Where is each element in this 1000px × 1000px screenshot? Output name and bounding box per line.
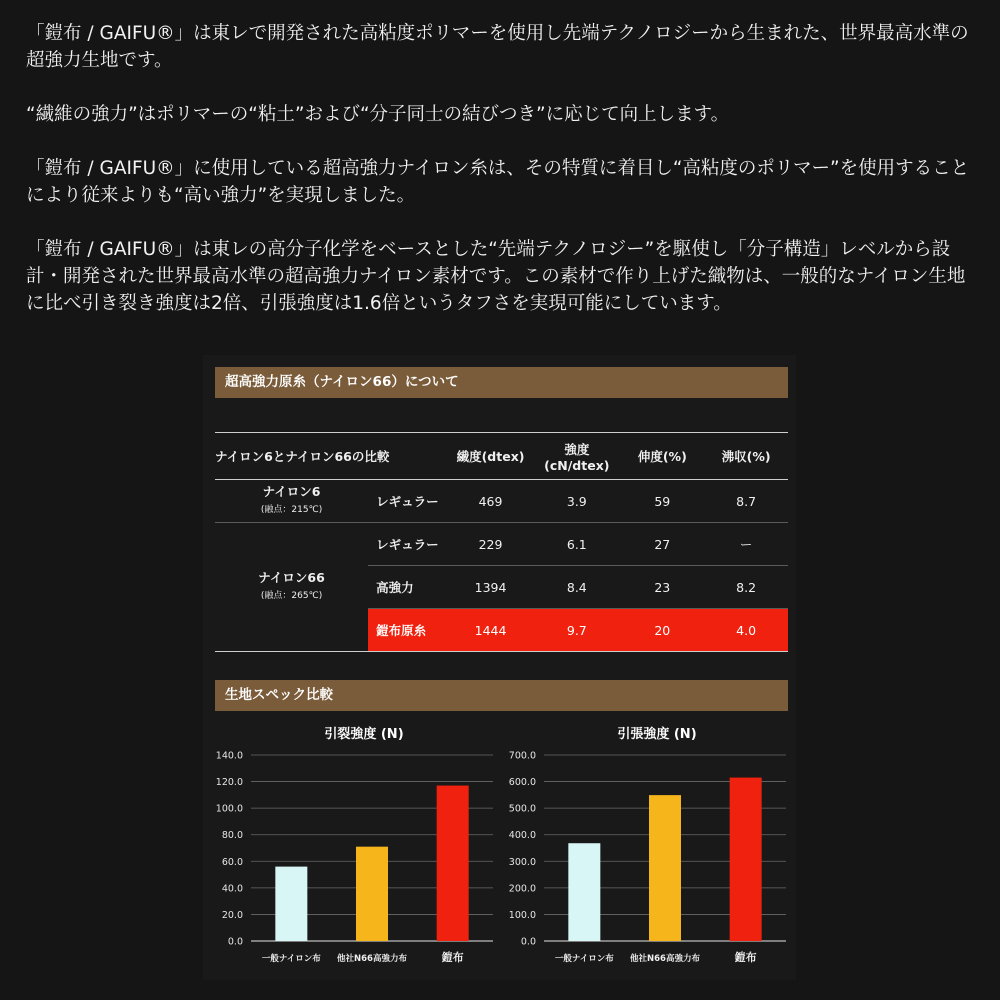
paragraph-3: 「鎧布 / GAIFU®」に使用している超高強力ナイロン糸は、その特質に着目し“高粘度のポリマー”を使用することにより従来よりも“高い強力”を実現しました。	[26, 158, 970, 206]
y-tick-label: 600.0	[508, 777, 536, 789]
paragraph-4: 「鎧布 / GAIFU®」は東レの高分子化学をベースとした“先端テクノロジー”を駆使し「分子構造」レベルから設計・開発された世界最高水準の超高強力ナイロン素材です。この素材で作り上げた織物は、一般的なナイロン生地に比べ引き裂き強度は2倍、引張強度は1.6倍というタフさを実現可能にしています。	[26, 239, 966, 314]
x-tick-label: 一般ナイロン布	[261, 954, 321, 964]
spec-figure	[203, 355, 796, 980]
table-header-elongation: 伸度(%)	[620, 433, 704, 480]
elongation-cell: 20	[620, 609, 704, 652]
y-tick-label: 700.0	[508, 750, 536, 762]
dtex-cell: 1394	[448, 566, 533, 609]
nylon6-name: ナイロン6	[262, 484, 321, 499]
nylon66-note: (融点：265℃)	[260, 591, 323, 601]
grade-cell: 鎧布原糸	[368, 609, 448, 652]
grade-cell: 高強力	[368, 566, 448, 609]
table-header-comparison: ナイロン6とナイロン66の比較	[215, 433, 448, 480]
elongation-cell: 59	[620, 480, 704, 523]
y-tick-label: 100.0	[508, 909, 536, 921]
y-tick-label: 60.0	[221, 856, 243, 868]
y-tick-label: 300.0	[508, 856, 536, 868]
paragraph-2: “繊維の強力”はポリマーの“粘土”および“分子同士の結びつき”に応じて向上します。	[26, 104, 730, 125]
bar-charts	[203, 715, 796, 977]
strength-cell: 8.4	[533, 566, 620, 609]
intro-text	[26, 20, 981, 344]
x-tick-label: 他社N66高強力布	[337, 954, 407, 964]
table-header-strength: 強度(cN/dtex)	[533, 433, 620, 480]
section-title-yarn: 超高強力原糸（ナイロン66）について	[215, 367, 788, 398]
paragraph-1: 「鎧布 / GAIFU®」は東レで開発された高粘度ポリマーを使用し先端テクノロジーから生まれた、世界最高水準の超強力生地です。	[26, 23, 969, 71]
table-header-dtex: 繊度(dtex)	[448, 433, 533, 480]
dtex-cell: 469	[448, 480, 533, 523]
nylon6-cell	[215, 480, 368, 523]
dtex-cell: 1444	[448, 609, 533, 652]
grade-cell: レギュラー	[368, 480, 448, 523]
shrinkage-cell: ー	[704, 523, 788, 566]
y-tick-label: 120.0	[215, 777, 243, 789]
bar-3	[730, 778, 762, 941]
x-tick-label: 鎧布	[734, 951, 757, 964]
comparison-table	[215, 432, 788, 652]
strength-cell: 6.1	[533, 523, 620, 566]
dtex-cell: 229	[448, 523, 533, 566]
table-row	[215, 523, 788, 566]
bar-1	[275, 867, 307, 941]
y-tick-label: 140.0	[215, 750, 243, 762]
shrinkage-cell: 8.2	[704, 566, 788, 609]
y-tick-label: 200.0	[508, 883, 536, 895]
bar-3	[437, 786, 469, 941]
elongation-cell: 27	[620, 523, 704, 566]
y-tick-label: 40.0	[221, 883, 243, 895]
nylon66-name: ナイロン66	[258, 570, 325, 585]
x-tick-label: 他社N66高強力布	[630, 954, 700, 964]
nylon6-note: (融点：215℃)	[260, 505, 323, 515]
shrinkage-cell: 4.0	[704, 609, 788, 652]
bar-2	[356, 847, 388, 941]
strength-cell: 3.9	[533, 480, 620, 523]
table-header-row	[215, 433, 788, 480]
y-tick-label: 100.0	[215, 803, 243, 815]
table-header-shrinkage: 沸収(%)	[704, 433, 788, 480]
y-tick-label: 500.0	[508, 803, 536, 815]
grade-cell: レギュラー	[368, 523, 448, 566]
y-tick-label: 80.0	[221, 830, 243, 842]
chart-title: 引裂強度 (N)	[324, 727, 404, 742]
nylon66-cell	[215, 523, 368, 652]
chart-title: 引張強度 (N)	[617, 727, 697, 742]
bar-2	[649, 795, 681, 941]
bar-1	[568, 843, 600, 941]
elongation-cell: 23	[620, 566, 704, 609]
y-tick-label: 20.0	[221, 909, 243, 921]
y-tick-label: 400.0	[508, 830, 536, 842]
y-tick-label: 0.0	[520, 936, 536, 948]
strength-cell: 9.7	[533, 609, 620, 652]
x-tick-label: 一般ナイロン布	[554, 954, 614, 964]
y-tick-label: 0.0	[227, 936, 243, 948]
x-tick-label: 鎧布	[441, 951, 464, 964]
section-title-fabric: 生地スペック比較	[215, 680, 788, 711]
table-row	[215, 480, 788, 523]
shrinkage-cell: 8.7	[704, 480, 788, 523]
